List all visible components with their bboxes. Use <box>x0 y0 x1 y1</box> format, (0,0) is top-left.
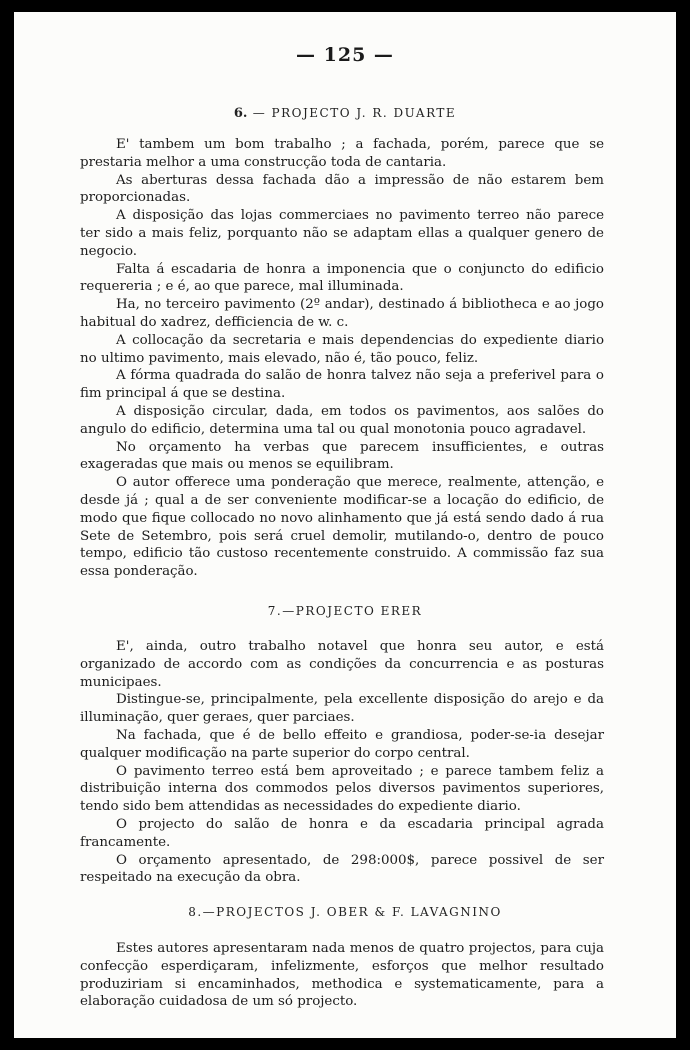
paragraph: O pavimento terreo está bem aproveitado ; e parece tambem feliz a distribuição interna dos commodos pelos diversos pavimentos superiores, tendo sido bem attendidas as necessidades do expediente diario. <box>80 763 604 815</box>
paragraph: A disposição circular, dada, em todos os pavimentos, aos salões do angulo do edificio, determina uma tal ou qual monotonia pouco agradavel. <box>80 403 604 437</box>
section-heading-8 <box>14 905 676 919</box>
paragraph: O orçamento apresentado, de 298:000$, parece possivel de ser respeitado na execução da obra. <box>80 852 604 886</box>
section-body-6 <box>80 136 604 581</box>
paragraph: Ha, no terceiro pavimento (2º andar), destinado á bibliotheca e ao jogo habitual do xadrez, defficiencia de w. c. <box>80 297 604 330</box>
paragraph: No orçamento ha verbas que parecem insufficientes, e outras exageradas que mais ou menos se equilibram. <box>80 439 604 473</box>
section-body-8 <box>80 940 604 1011</box>
paragraph: E', ainda, outro trabalho notavel que honra seu autor, e está organizado de accordo com as condições da concurrencia e as posturas municipaes. <box>80 639 604 690</box>
document-page <box>14 12 676 1038</box>
paragraph: Falta á escadaria de honra a imponencia que o conjuncto do edificio requereria ; e é, ao que parece, mal illuminada. <box>80 261 604 295</box>
section-heading-6 <box>14 106 676 121</box>
paragraph: Distingue-se, principalmente, pela excellente disposição do arejo e da illuminação, quer geraes, quer parciaes. <box>80 692 604 726</box>
section-number: 7. <box>267 604 283 618</box>
paragraph: A fórma quadrada do salão de honra talvez não seja a preferivel para o fim principal á que se destina. <box>80 368 604 402</box>
paragraph: O projecto do salão de honra e da escadaria principal agrada francamente. <box>80 816 604 850</box>
paragraph: Estes autores apresentaram nada menos de quatro projectos, para cuja confecção esperdiçaram, infelizmente, esforços que melhor resultado produziriam si encaminhados, methodica e systematicamente, para a elaboração cuidadosa de um só projecto. <box>80 941 604 1010</box>
section-number: 6. <box>233 106 248 121</box>
paragraph: E' tambem um bom trabalho ; a fachada, porém, parece que se prestaria melhor a uma construcção toda de cantaria. <box>80 137 604 170</box>
paragraph: As aberturas dessa fachada dão a impressão de não estarem bem proporcionadas. <box>80 172 604 206</box>
section-body-7 <box>80 638 604 887</box>
paragraph: A disposição das lojas commerciaes no pavimento terreo não parece ter sido a mais feliz, porquanto não se adaptam ellas a qualquer genero de negocio. <box>80 208 604 259</box>
paragraph: O autor offerece uma ponderação que merece, realmente, attenção, e desde já ; qual a de ser conveniente modificar-se a locação do edificio, de modo que fique collocado no novo alinhamento que já está sendo dado á rua Sete de Setembro, pois será cruel demolir, mutilando-o, dentro de pouco tempo, edificio tão custoso recentemente construido. A commissão faz sua essa ponderação. <box>80 475 604 580</box>
section-title: —PROJECTO ERER <box>282 604 423 618</box>
paragraph: Na fachada, que é de bello effeito e grandiosa, poder-se-ia desejar qualquer modificação na parte superior do corpo central. <box>80 727 604 761</box>
section-title: — PROJECTO J. R. DUARTE <box>252 106 457 120</box>
section-heading-7 <box>14 604 676 618</box>
page-number: — 125 — <box>296 44 394 66</box>
section-number: 8. <box>188 905 203 919</box>
section-title: —PROJECTOS J. OBER & F. LAVAGNINO <box>202 905 502 919</box>
paragraph: A collocação da secretaria e mais dependencias do expediente diario no ultimo pavimento, mais elevado, não é, tão pouco, feliz. <box>80 332 604 366</box>
